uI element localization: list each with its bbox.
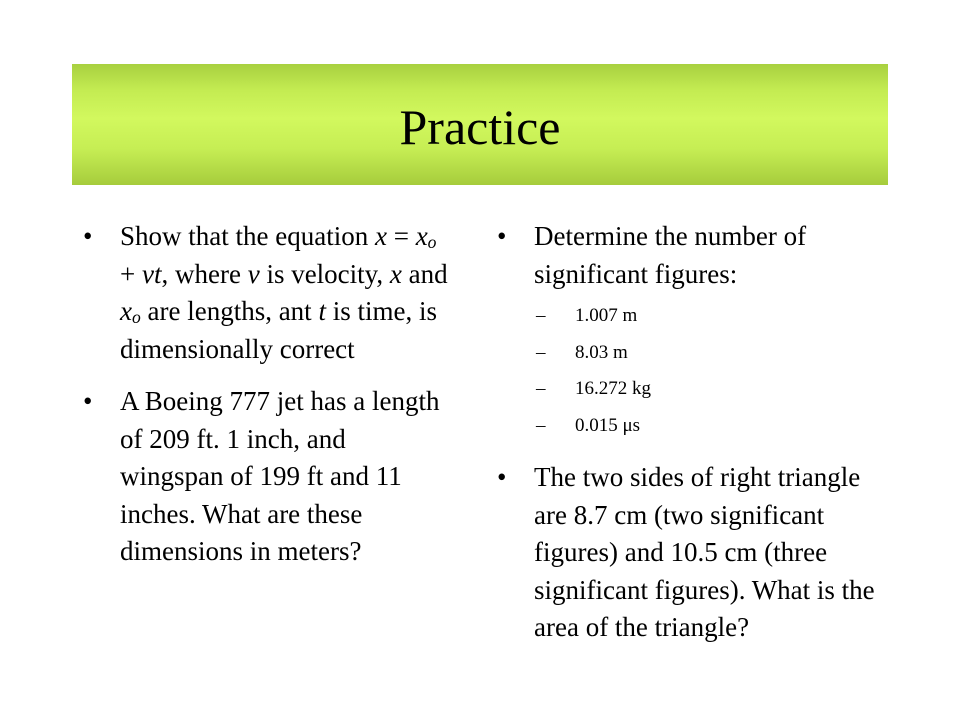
dash-marker: – — [536, 305, 546, 326]
bullet-boeing — [82, 383, 452, 571]
bullet-marker: • — [497, 462, 507, 492]
measurement-list — [534, 298, 886, 444]
measurement-item — [534, 408, 886, 445]
bullet-equation — [82, 218, 452, 368]
equation-plus: + — [120, 258, 142, 289]
bullet-marker: • — [497, 221, 507, 251]
subscript-o: o — [427, 232, 437, 253]
dash-marker: – — [536, 341, 546, 363]
var-t: t — [318, 296, 326, 326]
measurement-value: 8.03 m — [575, 341, 628, 363]
bullet-triangle — [496, 459, 886, 647]
equation-velocity-text: is velocity, — [259, 258, 390, 289]
triangle-text: The two sides of right triangle are 8.7 cm (two significant figures) and 10.5 cm (three significant figures). What is the area of the triangle? — [534, 462, 875, 642]
equation-end: is time, is dimensionally correct — [120, 296, 437, 364]
measurement-value: 16.272 kg — [575, 378, 651, 399]
equation-lengths-text: are lengths, ant — [140, 296, 319, 326]
boeing-text: A Boeing 777 jet has a length of 209 ft. 1 inch, and wingspan of 199 ft and 11 inches. What are these dimensions in meters? — [120, 386, 440, 566]
dash-marker: – — [536, 378, 546, 399]
bullet-sigfigs — [496, 218, 886, 444]
measurement-value: 0.015 μs — [575, 414, 641, 436]
measurement-item — [534, 335, 886, 372]
sigfig-heading: Determine the number of significant figures: — [534, 221, 807, 289]
dash-marker: – — [536, 414, 546, 436]
var-v: v — [247, 258, 260, 289]
left-column — [82, 218, 452, 586]
var-x-second: x — [389, 258, 402, 289]
equation-and: and — [401, 258, 448, 289]
left-bullet-list — [82, 218, 452, 571]
bullet-marker: • — [83, 221, 93, 251]
measurement-item — [534, 298, 886, 335]
var-x-initial-second: x — [120, 296, 132, 326]
equation-intro: Show that the equation — [120, 221, 375, 251]
var-x-initial: x — [415, 221, 428, 251]
right-bullet-list — [496, 218, 886, 647]
title-banner — [72, 64, 888, 185]
right-column — [496, 218, 886, 662]
measurement-item — [534, 371, 886, 408]
measurement-value: 1.007 m — [575, 305, 638, 326]
var-vt: vt — [141, 258, 162, 289]
equation-where: , where — [161, 258, 248, 289]
equation-equals: = — [386, 221, 416, 251]
var-x: x — [374, 221, 387, 251]
bullet-marker: • — [83, 386, 93, 416]
subscript-o-second: o — [131, 307, 141, 328]
slide-title: Practice — [399, 98, 561, 155]
